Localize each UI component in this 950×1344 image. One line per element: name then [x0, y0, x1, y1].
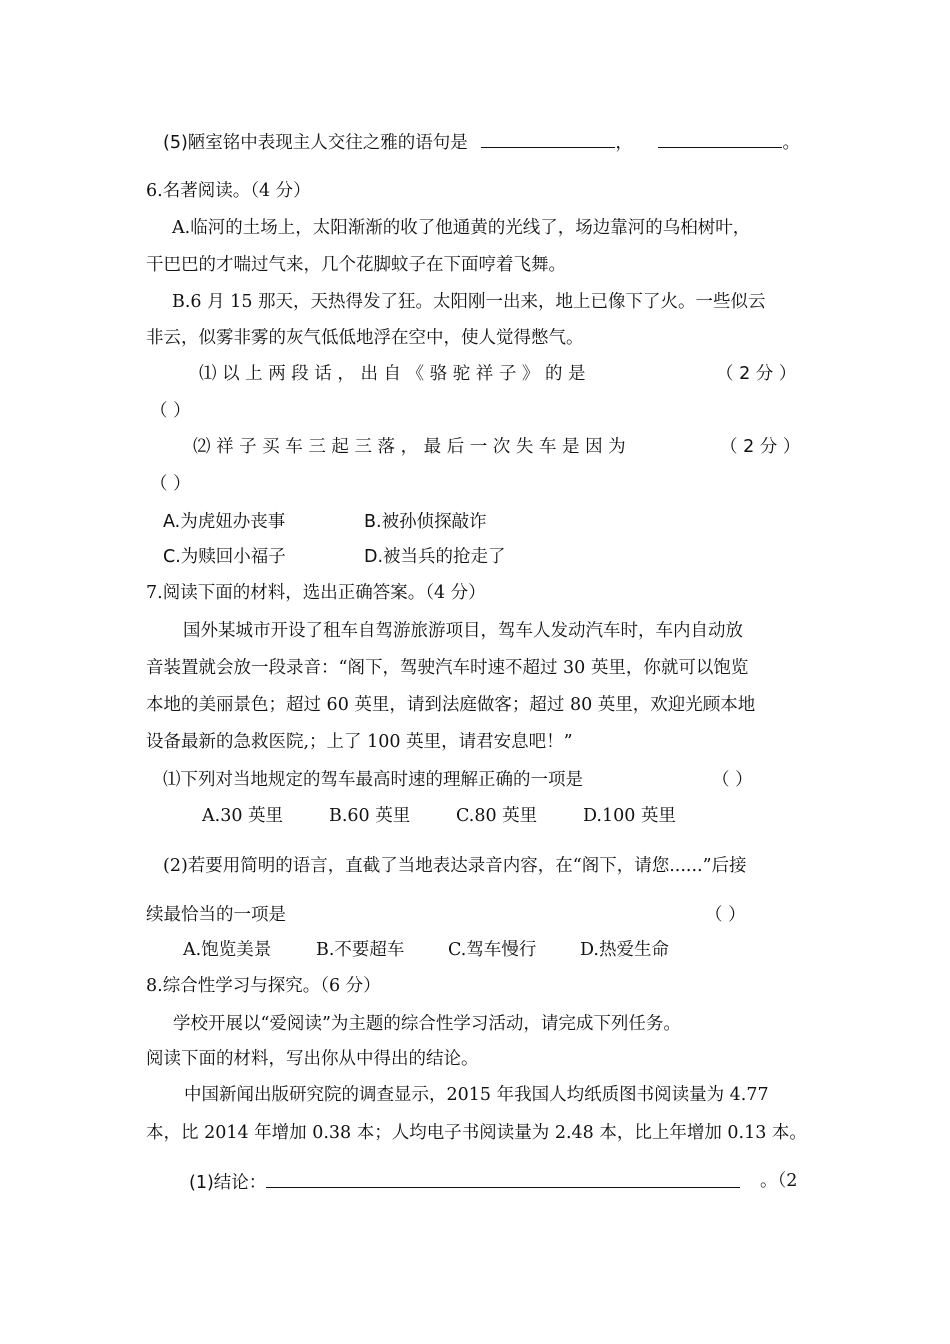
- q7-sub1-answer-paren[interactable]: （ ）: [712, 770, 753, 790]
- q6-title: 6.名著阅读。（4 分）: [146, 181, 311, 201]
- q6-sub1-answer-paren[interactable]: （ ）: [150, 401, 191, 421]
- q8-data-line2: 本，比 2014 年增加 0.38 本；人均电子书阅读量为 2.48 本，比上年增加 0.13 本。: [146, 1123, 807, 1143]
- q7-title: 7.阅读下面的材料，选出正确答案。（4 分）: [146, 583, 486, 603]
- q7-sub1-option-d: D.100 英里: [583, 806, 676, 826]
- q7-sub2-option-c: C.驾车慢行: [448, 940, 537, 960]
- q5-blank-2[interactable]: [658, 130, 782, 148]
- q7-paragraph-line3: 本地的美丽景色；超过 60 英里，请到法庭做客；超过 80 英里，欢迎光顾本地: [146, 695, 756, 715]
- q6-passage-a-line2: 干巴巴的才喘过气来，几个花脚蚊子在下面哼着飞舞。: [146, 255, 566, 275]
- q7-sub2-option-a: A.饱览美景: [183, 940, 272, 960]
- q6-passage-b-line2: 非云，似雾非雾的灰气低低地浮在空中，使人觉得憋气。: [146, 328, 584, 348]
- q5-end: 。: [782, 133, 800, 153]
- q6-sub1-question: ⑴ 以 上 两 段 话 ， 出 自 《 骆 驼 祥 子 》 的 是: [199, 364, 586, 384]
- q6-sub2-question: ⑵ 祥 子 买 车 三 起 三 落 ， 最 后 一 次 失 车 是 因 为: [193, 437, 626, 457]
- q8-data-line1: 中国新闻出版研究院的调查显示，2015 年我国人均纸质图书阅读量为 4.77: [184, 1085, 769, 1105]
- q7-paragraph-line4: 设备最新的急救医院,；上了 100 英里，请君安息吧！”: [146, 732, 573, 752]
- q8-conclusion-line: [189, 1170, 740, 1194]
- q6-option-c: C.为赎回小福子: [163, 547, 286, 567]
- q5-sep: ，: [615, 133, 633, 153]
- q8-intro: 学校开展以“爱阅读”为主题的综合性学习活动，请完成下列任务。: [173, 1014, 681, 1034]
- q7-sub2-question-line2: 续最恰当的一项是: [146, 905, 286, 925]
- q7-sub1-option-a: A.30 英里: [202, 806, 284, 826]
- q5-line: [163, 130, 800, 154]
- q7-sub1-question: ⑴下列对当地规定的驾车最高时速的理解正确的一项是: [163, 770, 583, 790]
- q5-blank-1[interactable]: [481, 130, 615, 148]
- q6-option-b: B.被孙侦探敲诈: [364, 512, 487, 532]
- q8-conclusion-end: 。（2: [760, 1171, 798, 1191]
- q7-paragraph-line2: 音装置就会放一段录音：“阁下，驾驶汽车时速不超过 30 英里，你就可以饱览: [146, 658, 749, 678]
- q7-sub2-option-d: D.热爱生命: [580, 940, 669, 960]
- q7-sub2-answer-paren[interactable]: （ ）: [705, 905, 746, 925]
- q6-option-a: A.为虎妞办丧事: [163, 512, 286, 532]
- q6-sub2-answer-paren[interactable]: （ ）: [150, 474, 191, 494]
- q7-sub2-question-line1: (2)若要用简明的语言，直截了当地表达录音内容，在“阁下，请您......”后接: [163, 856, 747, 876]
- q6-passage-b-line1: B.6 月 15 那天，天热得发了狂。太阳刚一出来，地上已像下了火。一些似云: [172, 292, 766, 312]
- q8-conclusion-label: (1)结论：: [189, 1173, 267, 1193]
- q6-passage-a-line1: A.临河的土场上，太阳渐渐的收了他通黄的光线了，场边靠河的乌桕树叶，: [172, 218, 751, 238]
- q6-option-d: D.被当兵的抢走了: [364, 547, 506, 567]
- q7-sub1-option-b: B.60 英里: [329, 806, 411, 826]
- q5-prefix: (5)陋室铭中表现主人交往之雅的语句是: [163, 133, 468, 153]
- q6-sub1-score: （ 2 分 ）: [716, 364, 797, 384]
- q6-sub2-score: （ 2 分 ）: [720, 437, 801, 457]
- q7-paragraph-line1: 国外某城市开设了租车自驾游旅游项目，驾车人发动汽车时，车内自动放: [183, 621, 743, 641]
- q8-task: 阅读下面的材料，写出你从中得出的结论。: [146, 1049, 479, 1069]
- q7-sub1-option-c: C.80 英里: [456, 806, 538, 826]
- q8-title: 8.综合性学习与探究。（6 分）: [146, 976, 381, 996]
- q7-sub2-option-b: B.不要超车: [316, 940, 405, 960]
- q8-conclusion-blank[interactable]: [266, 1170, 740, 1188]
